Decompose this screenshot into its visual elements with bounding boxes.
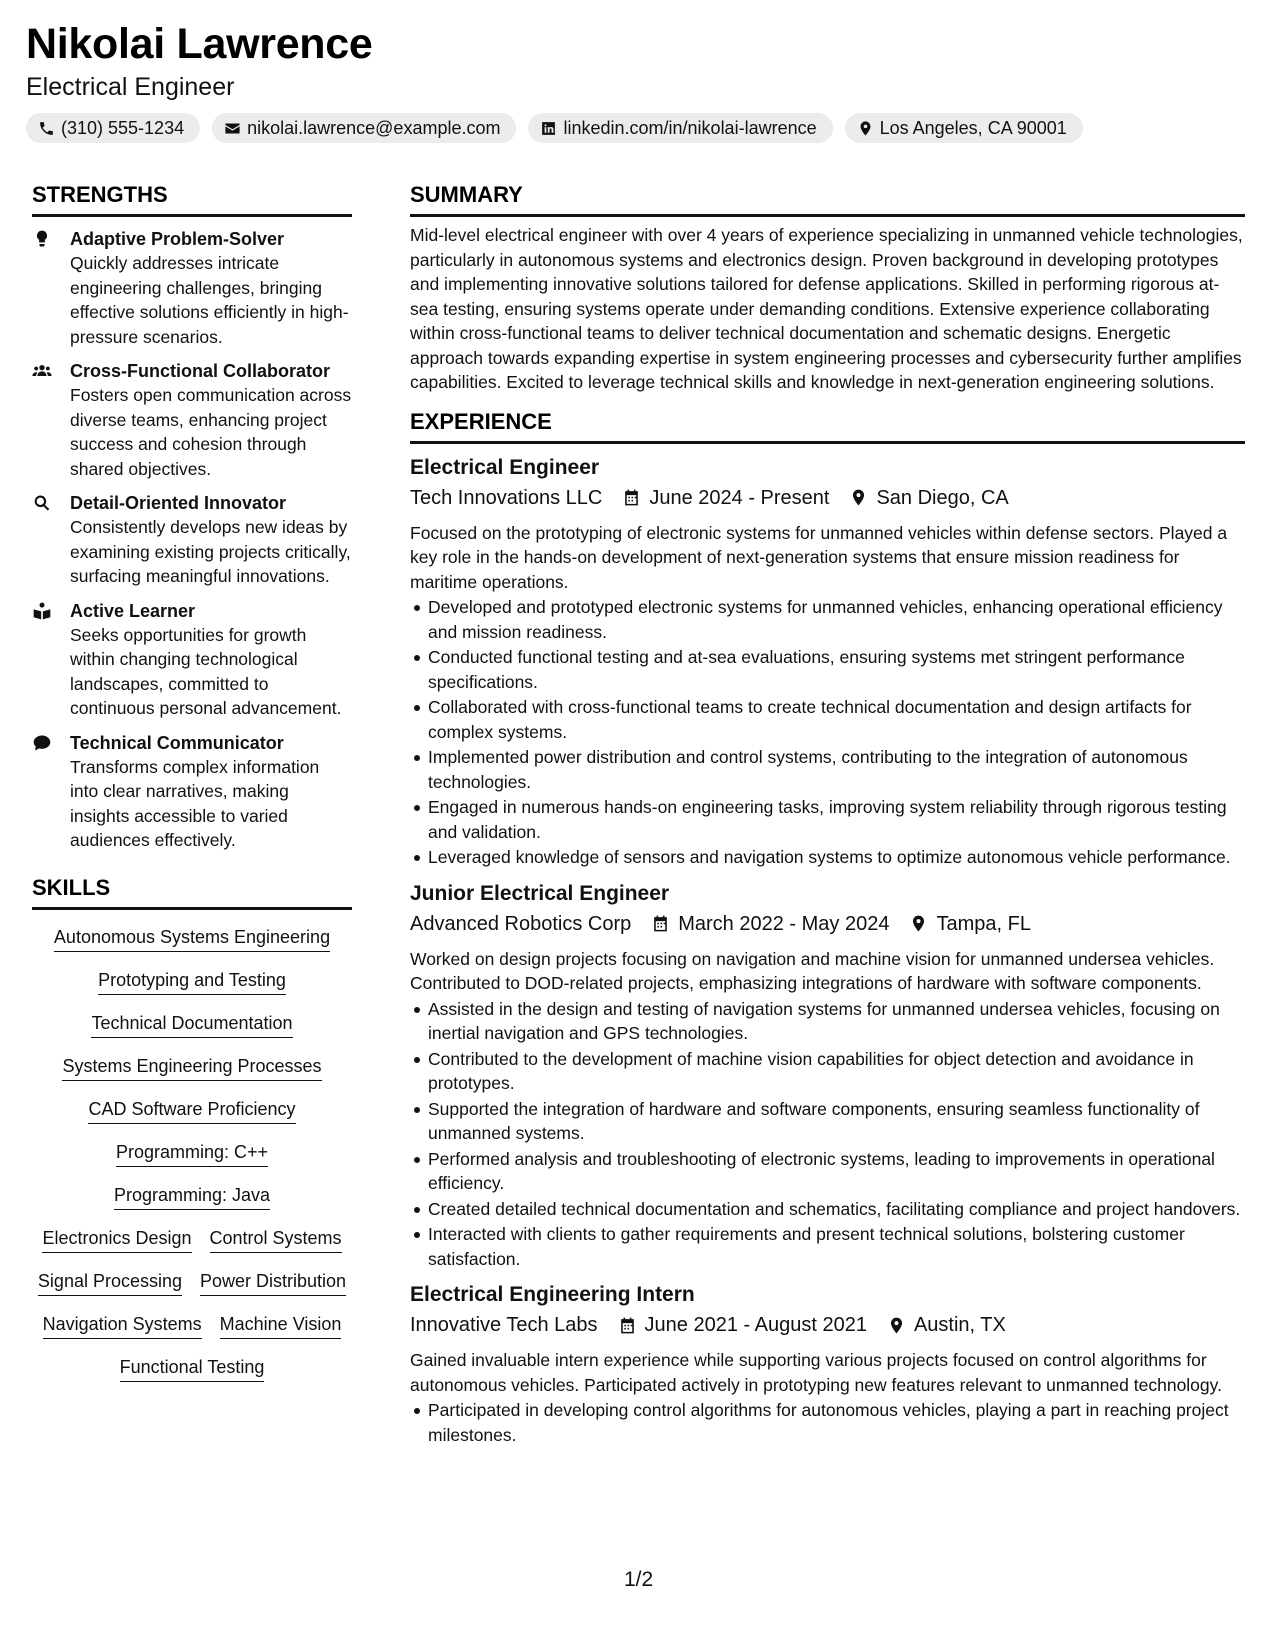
job-location: San Diego, CA xyxy=(876,486,1009,509)
job-bullet: Developed and prototyped electronic systems for unmanned vehicles, enhancing operational efficiency and mission readiness. xyxy=(428,595,1245,644)
lightbulb-icon xyxy=(32,229,52,249)
phone-icon xyxy=(38,120,55,137)
calendar-icon xyxy=(618,1316,637,1335)
job-meta xyxy=(410,909,1245,939)
strength-item xyxy=(32,731,352,853)
experience-heading: EXPERIENCE xyxy=(410,409,1245,444)
strength-title: Detail-Oriented Innovator xyxy=(70,493,287,513)
strength-desc: Quickly addresses intricate engineering challenges, bringing effective solutions efficiently in high-pressure scenarios. xyxy=(70,253,349,347)
job-bullet: Supported the integration of hardware and software components, ensuring seamless functionality of unmanned systems. xyxy=(428,1097,1245,1146)
skills-section xyxy=(32,875,352,1399)
job-bullet: Conducted functional testing and at-sea evaluations, ensuring systems met stringent performance specifications. xyxy=(428,645,1245,694)
job-bullets xyxy=(410,1398,1245,1447)
calendar-icon xyxy=(622,488,641,507)
job-bullet: Participated in developing control algorithms for autonomous vehicles, playing a part in reaching project milestones. xyxy=(428,1398,1245,1447)
skill-tag: Programming: Java xyxy=(114,1184,270,1210)
skill-tag: Machine Vision xyxy=(220,1313,342,1339)
contact-email[interactable] xyxy=(212,113,516,143)
speech-bubble-icon xyxy=(32,733,52,753)
job-meta xyxy=(410,1310,1245,1340)
strength-item xyxy=(32,359,352,481)
job-dates: June 2024 - Present xyxy=(649,486,830,509)
job-bullet: Collaborated with cross-functional teams to create technical documentation and design artifacts for complex systems. xyxy=(428,695,1245,744)
skill-tag: Electronics Design xyxy=(42,1227,191,1253)
strength-title: Technical Communicator xyxy=(70,732,284,753)
calendar-icon xyxy=(651,914,670,933)
job-company: Tech Innovations LLC xyxy=(410,486,603,509)
contact-phone-text: (310) 555-1234 xyxy=(61,117,185,138)
summary-text: Mid-level electrical engineer with over 4 years of experience specializing in unmanned vehicle technologies, particularly in autonomous systems and electronics design. Proven background in developing prototypes and implementing innovative solutions tailored for defense applications. Skilled in performing rigorous at-sea testing, ensuring systems operate under demanding conditions. Extensive experience collaborating within cross-functional teams to deliver technical documentation and schematic designs. Energetic approach towards expanding expertise in system engineering processes and cybersecurity further amplifies capabilities. Excited to leverage technical skills and knowledge in next-generation engineering solutions. xyxy=(410,225,1243,392)
skill-tag: Technical Documentation xyxy=(91,1012,292,1038)
skill-tag: Signal Processing xyxy=(38,1270,182,1296)
strength-item xyxy=(32,227,352,349)
job-description: Gained invaluable intern experience while supporting various projects focused on control algorithms for autonomous vehicles. Participated actively in prototyping new features relevant to unmanned technology. xyxy=(410,1350,1222,1395)
skill-tag: Functional Testing xyxy=(120,1356,265,1382)
skills-list xyxy=(32,926,352,1399)
book-reader-icon xyxy=(32,601,52,621)
users-icon xyxy=(32,361,52,381)
strength-item xyxy=(32,491,352,589)
skill-tag: Prototyping and Testing xyxy=(98,969,286,995)
summary-heading: SUMMARY xyxy=(410,182,1245,217)
strength-item xyxy=(32,599,352,721)
job-location: Tampa, FL xyxy=(936,912,1031,935)
contact-location-text: Los Angeles, CA 90001 xyxy=(879,117,1067,138)
job-bullet: Assisted in the design and testing of navigation systems for unmanned undersea vehicles, focusing on inertial navigation and GPS technologies. xyxy=(428,997,1245,1046)
job-dates: June 2021 - August 2021 xyxy=(644,1314,867,1336)
job-location: Austin, TX xyxy=(913,1314,1006,1336)
job-description: Focused on the prototyping of electronic systems for unmanned vehicles within defense sectors. Played a key role in the hands-on development of next-generation systems that ensure mission readiness for maritime operations. xyxy=(410,522,1228,592)
strength-title: Cross-Functional Collaborator xyxy=(70,361,331,381)
job-company: Advanced Robotics Corp xyxy=(410,912,632,935)
job-bullet: Leveraged knowledge of sensors and navigation systems to optimize autonomous vehicle performance. xyxy=(428,845,1245,870)
job-entry xyxy=(410,1281,1245,1447)
job-bullet: Created detailed technical documentation and schematics, facilitating compliance and project handovers. xyxy=(428,1197,1245,1222)
job-bullets xyxy=(410,997,1245,1272)
job-dates: March 2022 - May 2024 xyxy=(678,912,890,935)
skills-heading: SKILLS xyxy=(32,875,352,910)
contact-bar xyxy=(26,113,1083,143)
strength-title: Adaptive Problem-Solver xyxy=(70,229,285,249)
right-column xyxy=(410,182,1245,1447)
job-bullet: Interacted with clients to gather requirements and present technical solutions, bolstering customer satisfaction. xyxy=(428,1222,1245,1271)
map-pin-icon xyxy=(887,1316,906,1335)
linkedin-icon xyxy=(540,120,557,137)
job-bullet: Performed analysis and troubleshooting of electronic systems, leading to improvements in operational efficiency. xyxy=(428,1147,1245,1196)
job-bullet: Contributed to the development of machine vision capabilities for object detection and avoidance in prototypes. xyxy=(428,1047,1245,1096)
job-meta xyxy=(410,483,1245,513)
strength-desc: Transforms complex information into clear narratives, making insights accessible to varied audiences effectively. xyxy=(70,756,320,850)
contact-phone[interactable] xyxy=(26,113,200,143)
candidate-name: Nikolai Lawrence xyxy=(26,20,373,68)
page-number: 1/2 xyxy=(624,1568,654,1591)
contact-linkedin[interactable] xyxy=(528,113,832,143)
strength-desc: Fosters open communication across diverse teams, enhancing project success and cohesion through shared objectives. xyxy=(70,385,352,479)
job-entry xyxy=(410,454,1245,870)
job-title: Junior Electrical Engineer xyxy=(410,881,670,905)
envelope-icon xyxy=(224,120,241,137)
experience-section xyxy=(410,409,1245,1448)
strengths-heading: STRENGTHS xyxy=(32,182,352,217)
left-column xyxy=(32,182,352,1399)
strength-desc: Seeks opportunities for growth within changing technological landscapes, committed to continuous personal advancement. xyxy=(70,624,342,718)
contact-location xyxy=(845,113,1083,143)
skill-tag: Power Distribution xyxy=(200,1270,346,1296)
candidate-title: Electrical Engineer xyxy=(26,73,235,101)
map-pin-icon xyxy=(857,120,874,137)
contact-linkedin-text: linkedin.com/in/nikolai-lawrence xyxy=(563,117,817,138)
job-title: Electrical Engineer xyxy=(410,455,600,479)
job-description: Worked on design projects focusing on navigation and machine vision for unmanned undersea vehicles. Contributed to DOD-related projects, emphasizing integrations of hardware with software components. xyxy=(410,948,1215,993)
strength-title: Active Learner xyxy=(70,600,196,621)
magnifier-icon xyxy=(32,493,52,513)
skill-tag: Control Systems xyxy=(210,1227,342,1253)
skill-tag: CAD Software Proficiency xyxy=(88,1098,295,1124)
map-pin-icon xyxy=(849,488,868,507)
job-bullet: Implemented power distribution and control systems, contributing to the integration of autonomous technologies. xyxy=(428,745,1245,794)
job-company: Innovative Tech Labs xyxy=(410,1314,598,1336)
job-title: Electrical Engineering Intern xyxy=(410,1283,695,1306)
job-bullets xyxy=(410,595,1245,870)
skill-tag: Navigation Systems xyxy=(43,1313,202,1339)
skill-tag: Autonomous Systems Engineering xyxy=(54,926,330,952)
skill-tag: Programming: C++ xyxy=(116,1141,268,1167)
map-pin-icon xyxy=(909,914,928,933)
job-entry xyxy=(410,880,1245,1272)
job-bullet: Engaged in numerous hands-on engineering tasks, improving system reliability through rigorous testing and validation. xyxy=(428,795,1245,844)
skill-tag: Systems Engineering Processes xyxy=(62,1055,321,1081)
strength-desc: Consistently develops new ideas by examining existing projects critically, surfacing meaningful innovations. xyxy=(70,517,351,586)
contact-email-text: nikolai.lawrence@example.com xyxy=(247,117,501,138)
